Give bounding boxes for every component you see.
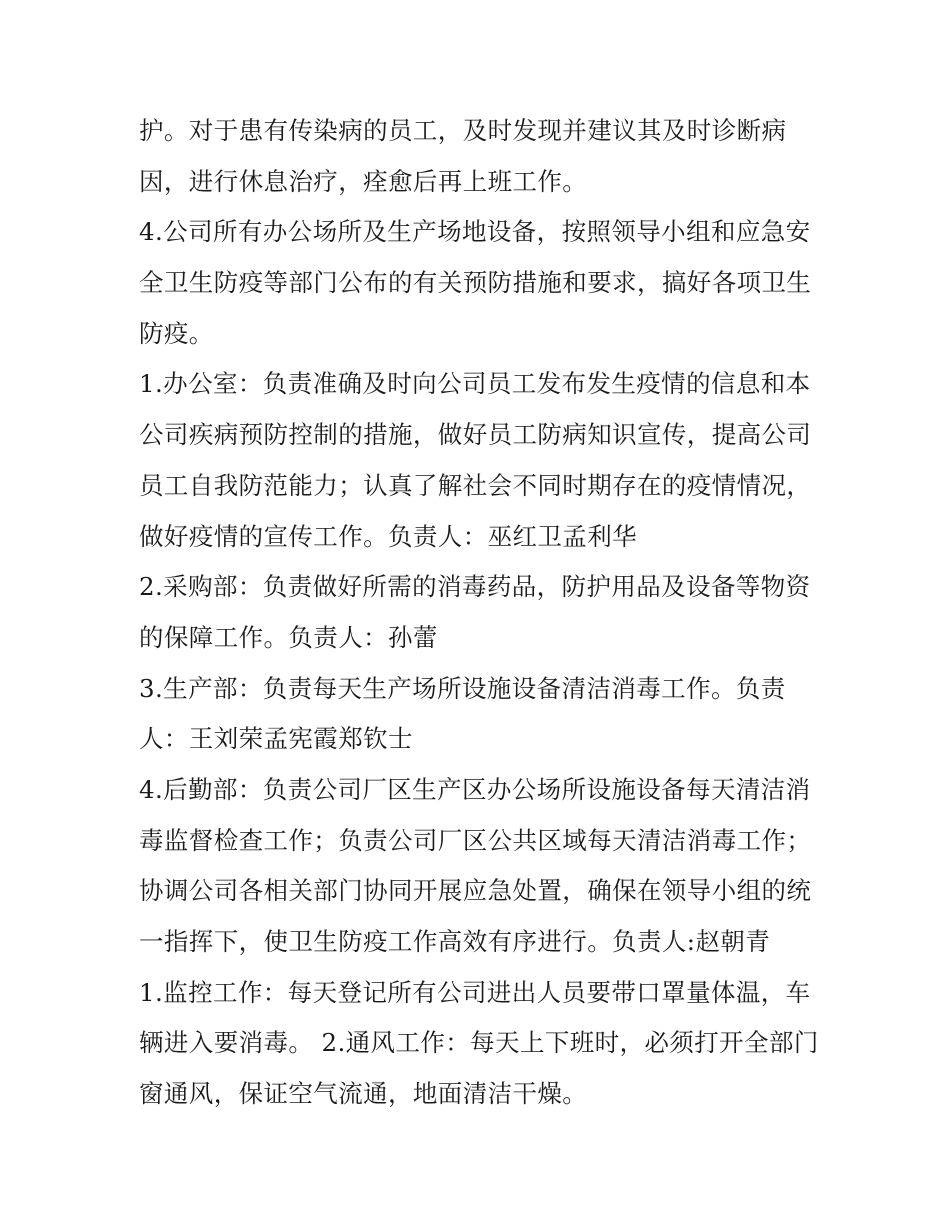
text-line: 1.监控工作：每天登记所有公司进出人员要带口罩量体温，车	[139, 977, 811, 1007]
text-line: 3.生产部：负责每天生产场所设施设备清洁消毒工作。负责	[139, 673, 786, 703]
text-line: 做好疫情的宣传工作。负责人：巫红卫孟利华	[139, 521, 637, 551]
text-line: 一指挥下，使卫生防疫工作高效有序进行。负责人:赵朝青	[139, 927, 771, 956]
text-line: 的保障工作。负责人：孙蕾	[139, 622, 438, 652]
document-body	[139, 106, 839, 1120]
text-line: 4.后勤部：负责公司厂区生产区办公场所设施设备每天清洁消	[139, 774, 811, 804]
text-line: 因，进行休息治疗，痊愈后再上班工作。	[139, 166, 588, 196]
text-line: 员工自我防范能力；认真了解社会不同时期存在的疫情情况，	[139, 470, 812, 500]
text-line: 4.公司所有办公场所及生产场地设备，按照领导小组和应急安	[139, 217, 811, 247]
text-line: 窗通风，保证空气流通，地面清洁干燥。	[139, 1079, 588, 1109]
text-line: 防疫。	[139, 318, 214, 348]
text-line: 2.采购部：负责做好所需的消毒药品，防护用品及设备等物资	[139, 572, 811, 602]
text-line: 1.办公室：负责准确及时向公司员工发布发生疫情的信息和本	[139, 369, 811, 399]
text-line: 全卫生防疫等部门公布的有关预防措施和要求，搞好各项卫生	[139, 268, 812, 298]
text-line: 人：王刘荣孟宪霞郑钦士	[139, 724, 413, 754]
text-line: 毒监督检查工作；负责公司厂区公共区域每天清洁消毒工作；	[139, 825, 812, 855]
text-line: 公司疾病预防控制的措施，做好员工防病知识宣传，提高公司	[139, 420, 812, 450]
text-line: 协调公司各相关部门协同开展应急处置，确保在领导小组的统	[139, 876, 812, 906]
text-line: 护。对于患有传染病的员工，及时发现并建议其及时诊断病	[139, 116, 787, 145]
text-line: 辆进入要消毒。 2.通风工作：每天上下班时，必须打开全部门	[139, 1028, 819, 1058]
